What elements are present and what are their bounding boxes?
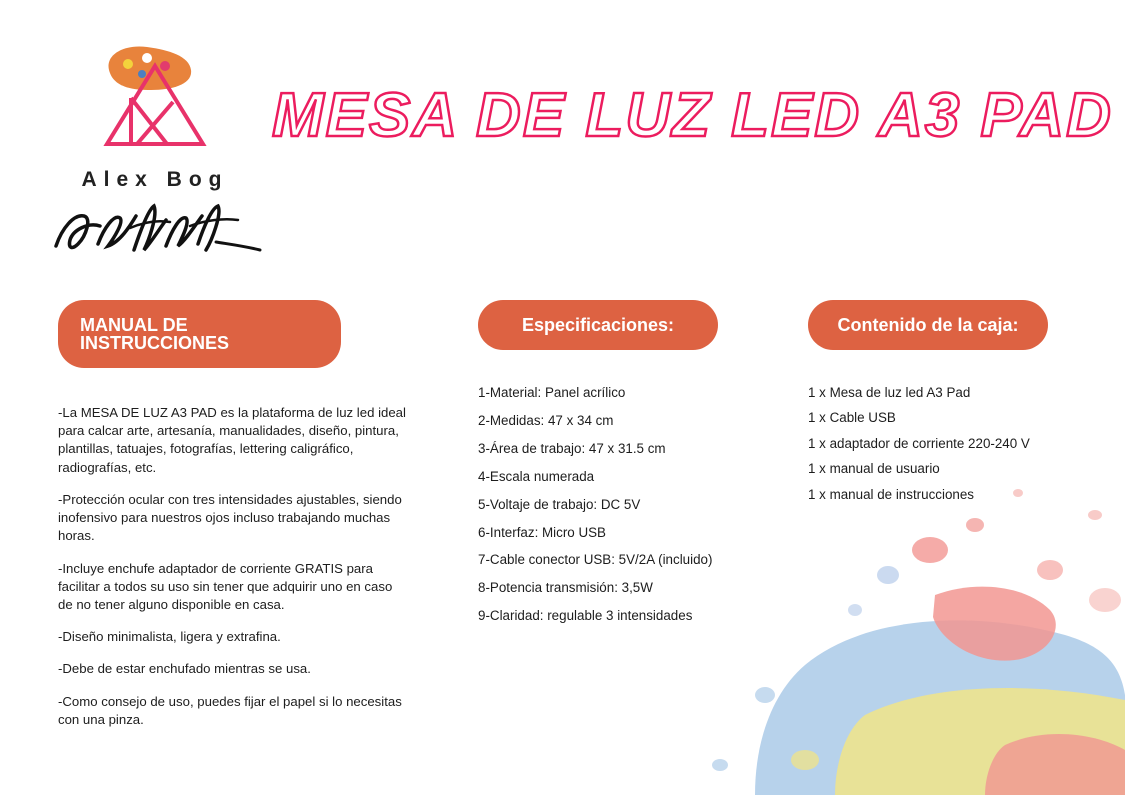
list-item: 9-Claridad: regulable 3 intensidades [478, 608, 693, 624]
column-manual [58, 300, 478, 743]
page-title: MESA DE LUZ LED A3 PAD [272, 81, 1113, 150]
list-item: 6-Interfaz: Micro USB [478, 524, 606, 540]
list-item: 1 x manual de usuario [808, 461, 940, 477]
manual-paragraph: -Protección ocular con tres intensidades ajustables, siendo inofensivo para nuestros ojos incluso trabajando muchas horas. [58, 491, 402, 544]
list-item: 3-Área de trabajo: 47 x 31.5 cm [478, 440, 666, 456]
column-box-contents [808, 300, 1108, 743]
column-specifications [478, 300, 808, 743]
list-item: 7-Cable conector USB: 5V/2A (incluido) [478, 552, 713, 568]
list-item: 1 x adaptador de corriente 220-240 V [808, 435, 1030, 451]
list-item: 8-Potencia transmisión: 3,5W [478, 580, 653, 596]
manual-heading: MANUAL DE INSTRUCCIONES [58, 300, 341, 368]
manual-paragraph: -Como consejo de uso, puedes fijar el papel si lo necesitas con una pinza. [58, 693, 402, 727]
brand-script-signature [45, 198, 265, 268]
list-item: 1 x Cable USB [808, 410, 896, 426]
box-contents-heading: Contenido de la caja: [808, 300, 1048, 350]
list-item: 2-Medidas: 47 x 34 cm [478, 412, 614, 428]
box-contents-list [808, 386, 1108, 501]
list-item: 5-Voltaje de trabajo: DC 5V [478, 496, 641, 512]
manual-paragraph: -La MESA DE LUZ A3 PAD es la plataforma de luz led ideal para calcar arte, artesanía, manualidades, diseño, pintura, plantillas, tatuajes, fotografías, lettering caligráfico, radiografías, etc. [58, 405, 406, 475]
specifications-list [478, 386, 808, 623]
list-item: 4-Escala numerada [478, 468, 595, 484]
list-item: 1 x Mesa de luz led A3 Pad [808, 385, 971, 400]
manual-body [58, 404, 478, 729]
document-header [0, 0, 1125, 300]
brand-logo-block [45, 40, 265, 268]
brand-name: Alex Bog [81, 168, 229, 191]
content-columns [0, 300, 1125, 743]
manual-paragraph: -Diseño minimalista, ligera y extrafina. [58, 629, 281, 645]
list-item: 1-Material: Panel acrílico [478, 385, 626, 400]
manual-paragraph: -Debe de estar enchufado mientras se usa. [58, 661, 311, 677]
list-item: 1 x manual de instrucciones [808, 486, 974, 502]
artist-palette-logo-icon [95, 40, 215, 150]
manual-paragraph: -Incluye enchufe adaptador de corriente GRATIS para facilitar a todos su uso sin tener que adquirir uno en caso de no tener alguno disponible en casa. [58, 560, 393, 612]
specifications-heading: Especificaciones: [478, 300, 718, 350]
